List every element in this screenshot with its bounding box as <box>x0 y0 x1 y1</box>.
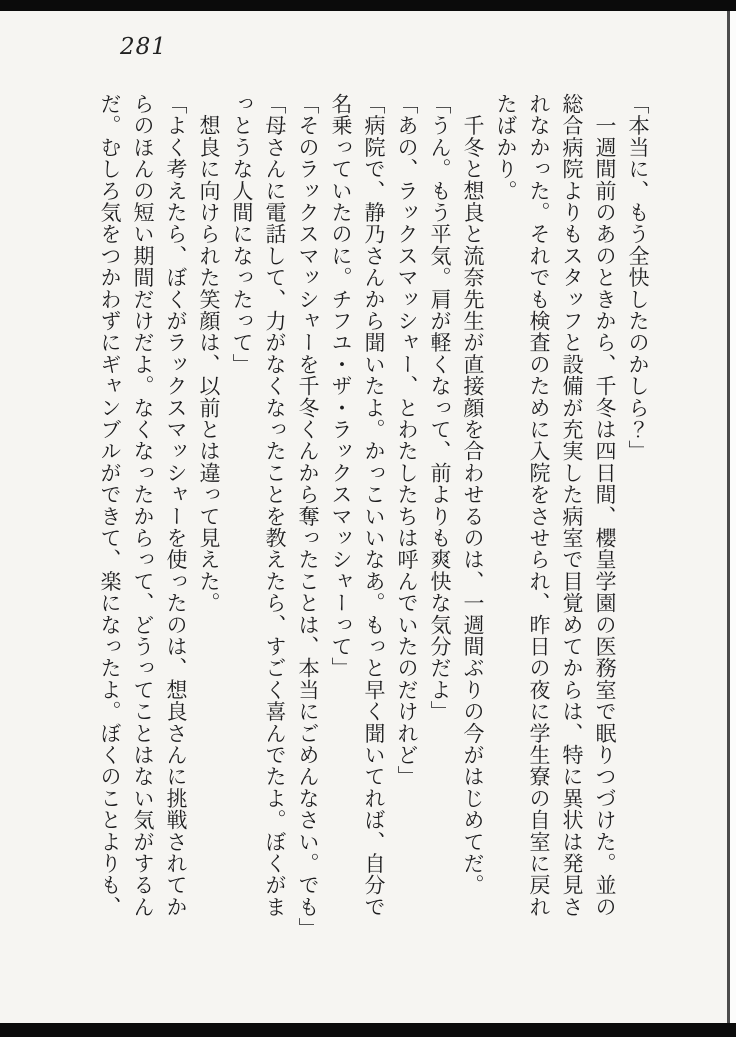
text-column: だ。むしろ気をつかわずにギャンブルができて、楽になったよ。ぼくのことよりも、 <box>98 93 122 918</box>
page-edge-shadow <box>727 11 730 1023</box>
text-column: れなかった。それでも検査のために入院をさせられ、昨日の夜に学生寮の自室に戻れ <box>527 93 551 918</box>
text-column: 総合病院よりもスタッフと設備が充実した病室で目覚めてからは、特に異状は発見さ <box>560 93 584 918</box>
bottom-edge-bar <box>0 1023 736 1037</box>
text-column: 「そのラックスマッシャーを千冬くんから奪ったことは、本当にごめんなさい。でも」 <box>296 93 320 940</box>
text-column: っとうな人間になったって」 <box>230 93 254 376</box>
vertical-text-block <box>93 93 654 941</box>
text-column: 「あの、ラックスマッシャー、とわたしたちは呼んでいたのだけれど」 <box>395 93 419 788</box>
text-column: 「うん。もう平気。肩が軽くなって、前よりも爽快な気分だよ」 <box>428 93 452 723</box>
top-edge-bar <box>0 0 736 11</box>
text-column: 「母さんに電話して、力がなくなったことを教えたら、すごく喜んでたよ。ぼくがま <box>263 93 287 918</box>
text-column: 千冬と想良と流奈先生が直接顔を合わせるのは、一週間ぶりの今がはじめてだ。 <box>461 93 485 896</box>
text-column: 「病院で、静乃さんから聞いたよ。かっこいいなあ。もっと早く聞いてれば、自分で <box>362 93 386 918</box>
text-column: 想良に向けられた笑顔は、以前とは違って見えた。 <box>197 93 221 614</box>
text-column: 「よく考えたら、ぼくがラックスマッシャーを使ったのは、想良さんに挑戦されてか <box>164 93 188 918</box>
text-column: たばかり。 <box>494 93 518 202</box>
page-number: 281 <box>120 34 167 60</box>
page-edge-highlight <box>730 11 736 1023</box>
text-column: らのほんの短い期間だけだよ。なくなったからって、どうってことはない気がするん <box>131 93 155 918</box>
text-column: 名乗っていたのに。チフユ・ザ・ラックスマッシャーって」 <box>329 93 353 679</box>
text-column: 一週間前のあのときから、千冬は四日間、櫻皇学園の医務室で眠りつづけた。並の <box>593 93 617 918</box>
text-column: 「本当に、もう全快したのかしら？」 <box>626 93 650 462</box>
